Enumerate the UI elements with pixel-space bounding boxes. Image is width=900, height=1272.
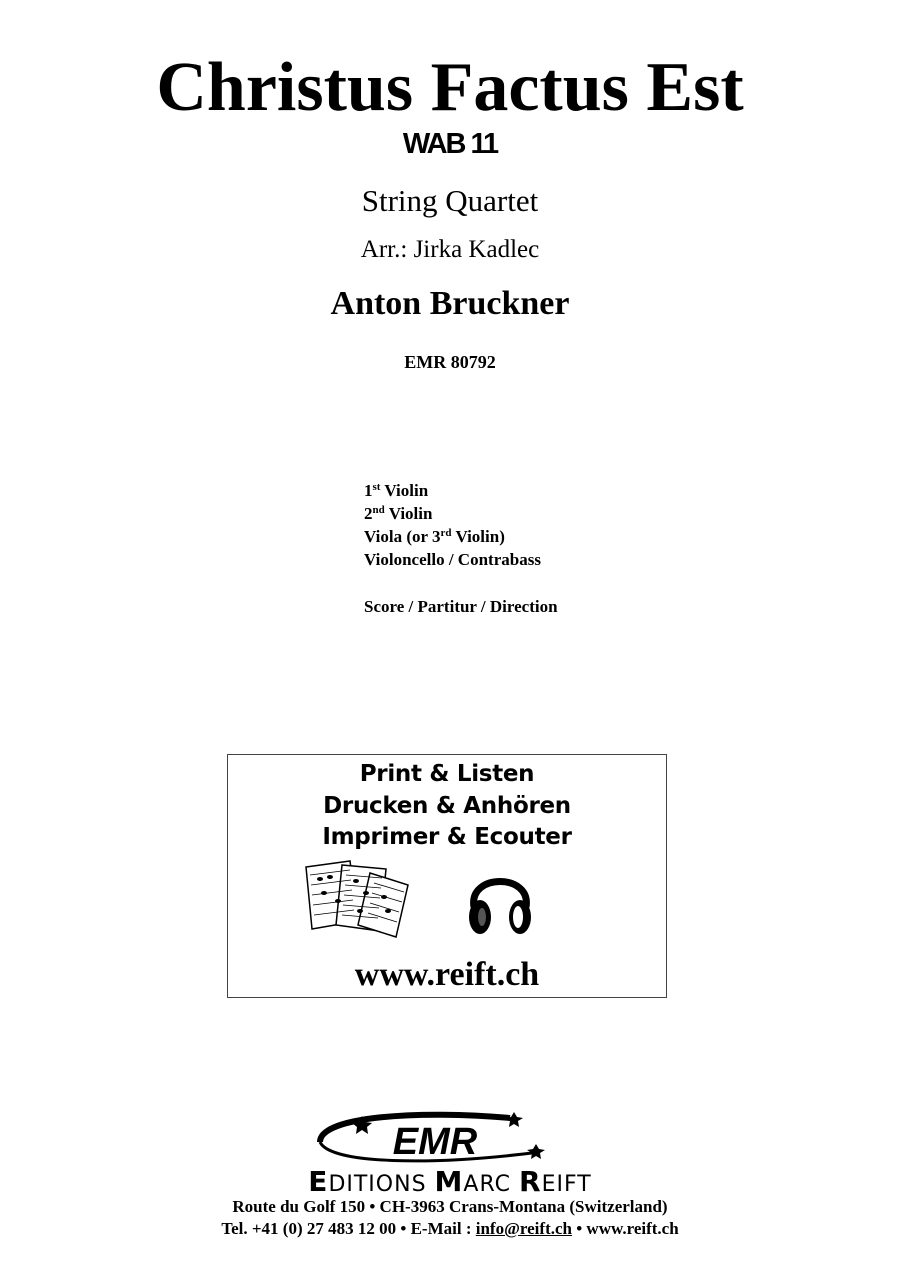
publisher-contact: Tel. +41 (0) 27 483 12 00 • E-Mail : info@reift.ch • www.reift.ch: [221, 1219, 679, 1238]
score-line: Score / Partitur / Direction: [364, 597, 558, 616]
print-listen-box: [227, 754, 667, 998]
edition-number: EMR 80792: [404, 352, 496, 372]
ensemble: String Quartet: [361, 183, 539, 218]
emr-logo: [310, 1108, 560, 1170]
composer: Anton Bruckner: [330, 285, 570, 322]
headphones-icon: [464, 861, 536, 939]
sheet-music-icon: [300, 859, 412, 939]
publisher-name: EDITIONS MARC REIFT: [308, 1165, 592, 1198]
page-title: Christus Factus Est: [156, 49, 744, 126]
promo-line-de: Drucken & Anhören: [323, 793, 571, 819]
part-item: 2nd Violin: [364, 504, 433, 523]
work-catalog-number: WAB 11: [402, 128, 498, 160]
email-link[interactable]: info@reift.ch: [475, 1219, 572, 1238]
publisher-address: Route du Golf 150 • CH-3963 Crans-Montana (Switzerland): [232, 1197, 668, 1216]
logo-text: EMR: [392, 1121, 478, 1163]
part-item: Violoncello / Contrabass: [364, 550, 541, 569]
part-item: 1st Violin: [364, 481, 429, 500]
arranger: Arr.: Jirka Kadlec: [360, 236, 540, 263]
website-url[interactable]: www.reift.ch: [354, 956, 540, 993]
parts-list: [364, 479, 558, 618]
part-item: Viola (or 3rd Violin): [364, 527, 505, 546]
promo-line-fr: Imprimer & Ecouter: [322, 824, 572, 850]
promo-line-en: Print & Listen: [359, 761, 535, 787]
